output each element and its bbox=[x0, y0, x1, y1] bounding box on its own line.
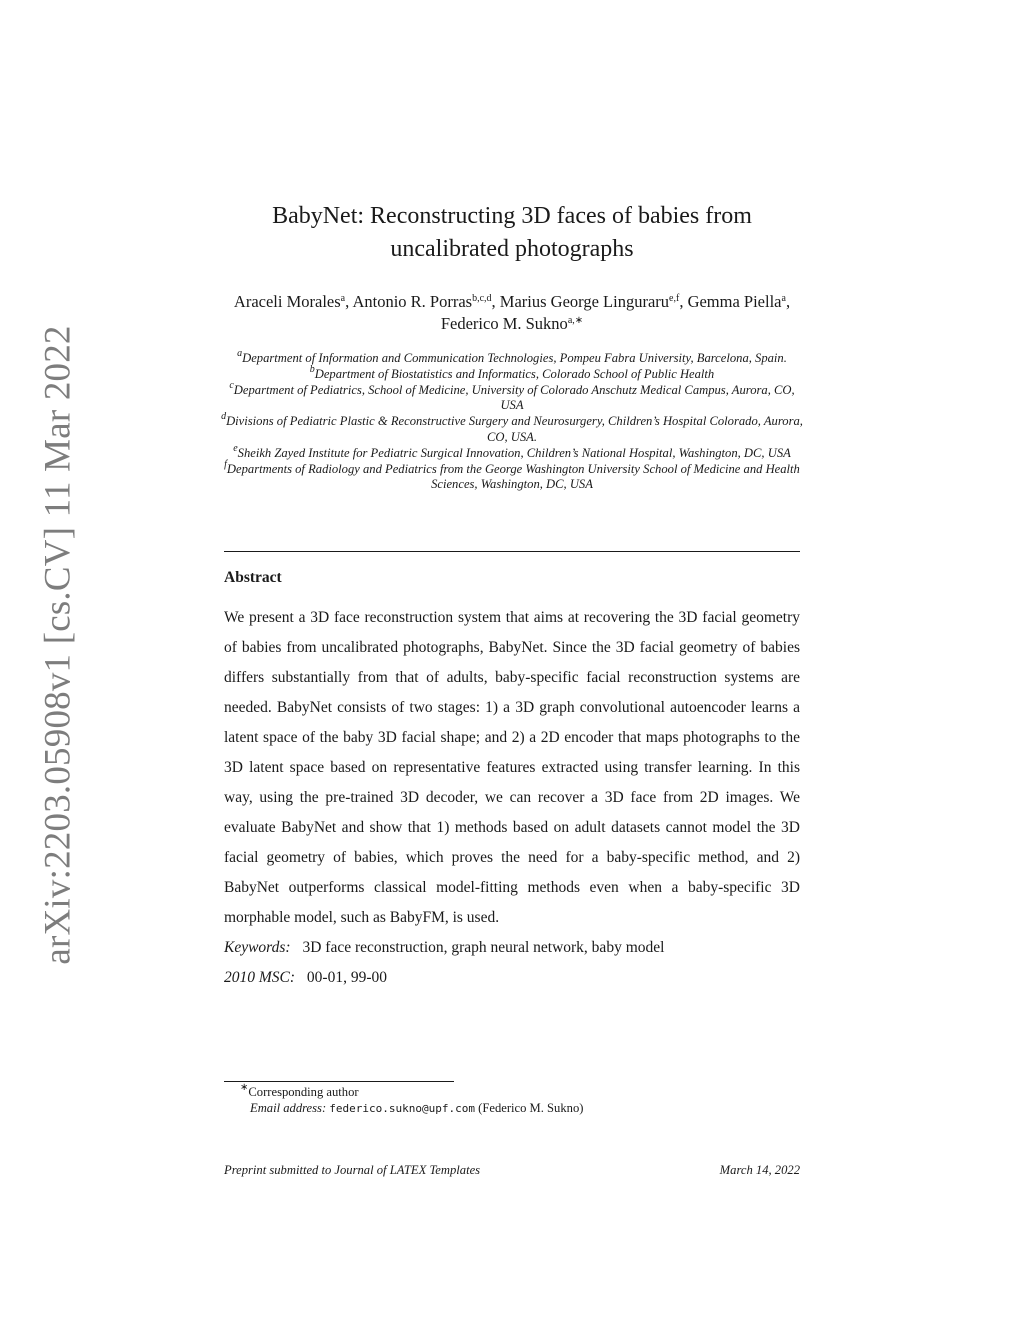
paper-title: BabyNet: Reconstructing 3D faces of babies from uncalibrated photographs bbox=[272, 203, 752, 262]
author: Araceli Morales$^a$, bbox=[233, 292, 353, 311]
author: Gemma Piella$^a$, bbox=[687, 292, 791, 311]
arxiv-identifier: arXiv:2203.05908v1 [cs.CV] 11 Mar 2022 bbox=[37, 325, 79, 965]
email-owner: (Federico M. Sukno) bbox=[478, 1101, 584, 1115]
abstract-heading: Abstract bbox=[224, 569, 282, 587]
msc-value: 00-01, 99-00 bbox=[306, 969, 387, 987]
front-matter bbox=[221, 200, 803, 993]
abstract-body: We present a 3D face reconstruction system that aims at recovering the 3D facial geometry of babies from uncalibrated photographs, BabyNet. Since the 3D facial geometry of babies differs substantially from that of adults, baby-specific facial reconstruction systems are needed. BabyNet consists of two stages: 1) a 3D graph convolutional autoencoder learns a latent space of the baby 3D facial shape; and 2) a 2D encoder that maps photographs to the 3D latent space based on representative features extracted using transfer learning. In this way, using the pre-trained 3D decoder, we can recover a 3D face from 2D images. We evaluate BabyNet and show that 1) methods based on adult datasets cannot model the 3D facial geometry of babies, which proves the need for a baby-specific method, and 2) BabyNet outperforms classical model-fitting methods even when a baby-specific 3D morphable model, such as BabyFM, is used. bbox=[224, 609, 800, 927]
footnote: ∗Corresponding author Email address: federico.sukno@upf.com (Federico M. Sukno) bbox=[240, 1082, 584, 1115]
msc-label: 2010 MSC: bbox=[224, 969, 296, 987]
email-link[interactable]: federico.sukno@upf.com bbox=[329, 1102, 475, 1115]
keywords-label: Keywords: bbox=[224, 939, 291, 957]
preprint-date: March 14, 2022 bbox=[719, 1163, 800, 1177]
author: Marius George Linguraru$^{e,f}$, bbox=[499, 292, 688, 311]
abstract-rule bbox=[224, 551, 800, 552]
keywords-line bbox=[224, 933, 800, 963]
email-label: Email address: bbox=[250, 1101, 327, 1115]
author: Federico M. Sukno$^{a,∗}$ bbox=[440, 314, 584, 333]
corresponding-author-note: Corresponding author bbox=[248, 1085, 359, 1099]
author: Antonio R. Porras$^{b,c,d}$, bbox=[352, 292, 500, 311]
affiliation: $^a$Department of Information and Communication Technologies, Pompeu Fabra University, Barcelona, Spain. bbox=[237, 348, 787, 365]
preprint-note: Preprint submitted to Journal of LATEX Templates bbox=[224, 1163, 481, 1177]
affiliation-list bbox=[221, 348, 803, 493]
affiliation: $^e$Sheikh Zayed Institute for Pediatric Surgical Innovation, Children’s National Hospital, Washington, DC, USA bbox=[233, 442, 791, 460]
affiliation: $^d$Divisions of Pediatric Plastic & Reconstructive Surgery and Neurosurgery, Children’s Hospital Colorado, Aurora, CO, USA. bbox=[221, 411, 803, 444]
affiliation: $^f$Departments of Radiology and Pediatrics from the George Washington University School of Medicine and Health Sciences, Washington, DC, USA bbox=[224, 458, 800, 492]
keywords-value: 3D face reconstruction, graph neural network, baby model bbox=[302, 939, 665, 957]
affiliation: $^b$Department of Biostatistics and Informatics, Colorado School of Public Health bbox=[309, 363, 715, 381]
footnote-rule bbox=[224, 1081, 454, 1082]
affiliation: $^c$Department of Pediatrics, School of Medicine, University of Colorado Anschutz Medical Campus, Aurora, CO, USA bbox=[229, 379, 795, 413]
author-list bbox=[224, 291, 800, 335]
msc-line bbox=[224, 963, 800, 993]
